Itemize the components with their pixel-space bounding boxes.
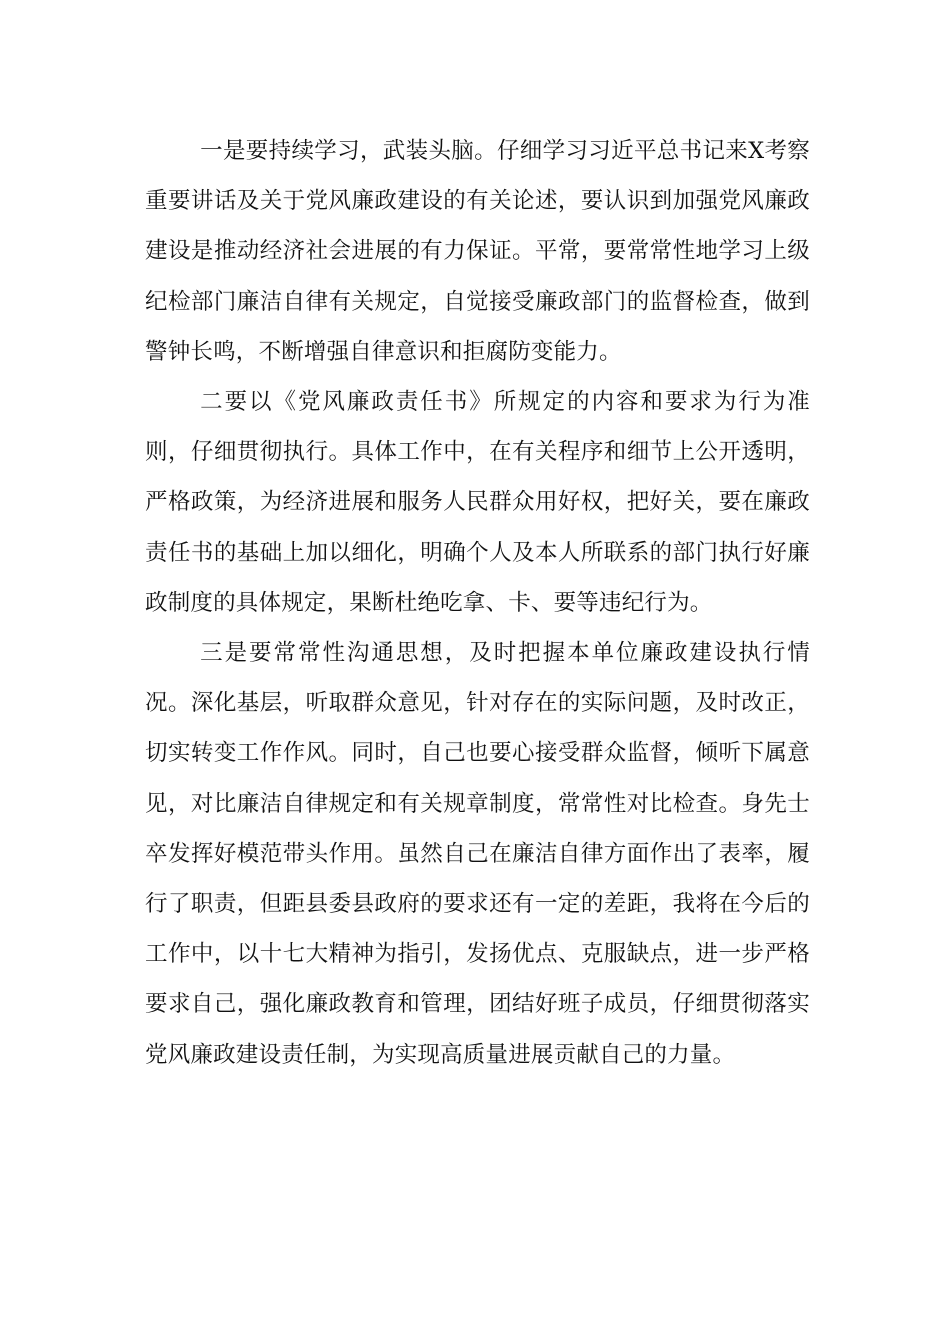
- paragraph-3: 三是要常常性沟通思想，及时把握本单位廉政建设执行情况。深化基层，听取群众意见，针对存在的实际问题，及时改正，切实转变工作作风。同时，自己也要心接受群众监督，倾听下属意见，对比廉洁自律规定和有关规章制度，常常性对比检查。身先士卒发挥好模范带头作用。虽然自己在廉洁自律方面作出了表率，履行了职责，但距县委县政府的要求还有一定的差距，我将在今后的工作中，以十七大精神为指引，发扬优点、克服缺点，进一步严格要求自己，强化廉政教育和管理，团结好班子成员，仔细贯彻落实党风廉政建设责任制，为实现高质量进展贡献自己的力量。: [145, 640, 810, 1068]
- document-body: [145, 126, 810, 1080]
- paragraph-1: 一是要持续学习，武装头脑。仔细学习习近平总书记来X考察重要讲话及关于党风廉政建设的有关论述，要认识到加强党风廉政建设是推动经济社会进展的有力保证。平常，要常常性地学习上级纪检部门廉洁自律有关规定，自觉接受廉政部门的监督检查，做到警钟长鸣，不断增强自律意识和拒腐防变能力。: [145, 138, 810, 365]
- paragraph-2: 二要以《党风廉政责任书》所规定的内容和要求为行为准则，仔细贯彻执行。具体工作中，在有关程序和细节上公开透明，严格政策，为经济进展和服务人民群众用好权，把好关，要在廉政责任书的基础上加以细化，明确个人及本人所联系的部门执行好廉政制度的具体规定，果断杜绝吃拿、卡、要等违纪行为。: [145, 389, 810, 616]
